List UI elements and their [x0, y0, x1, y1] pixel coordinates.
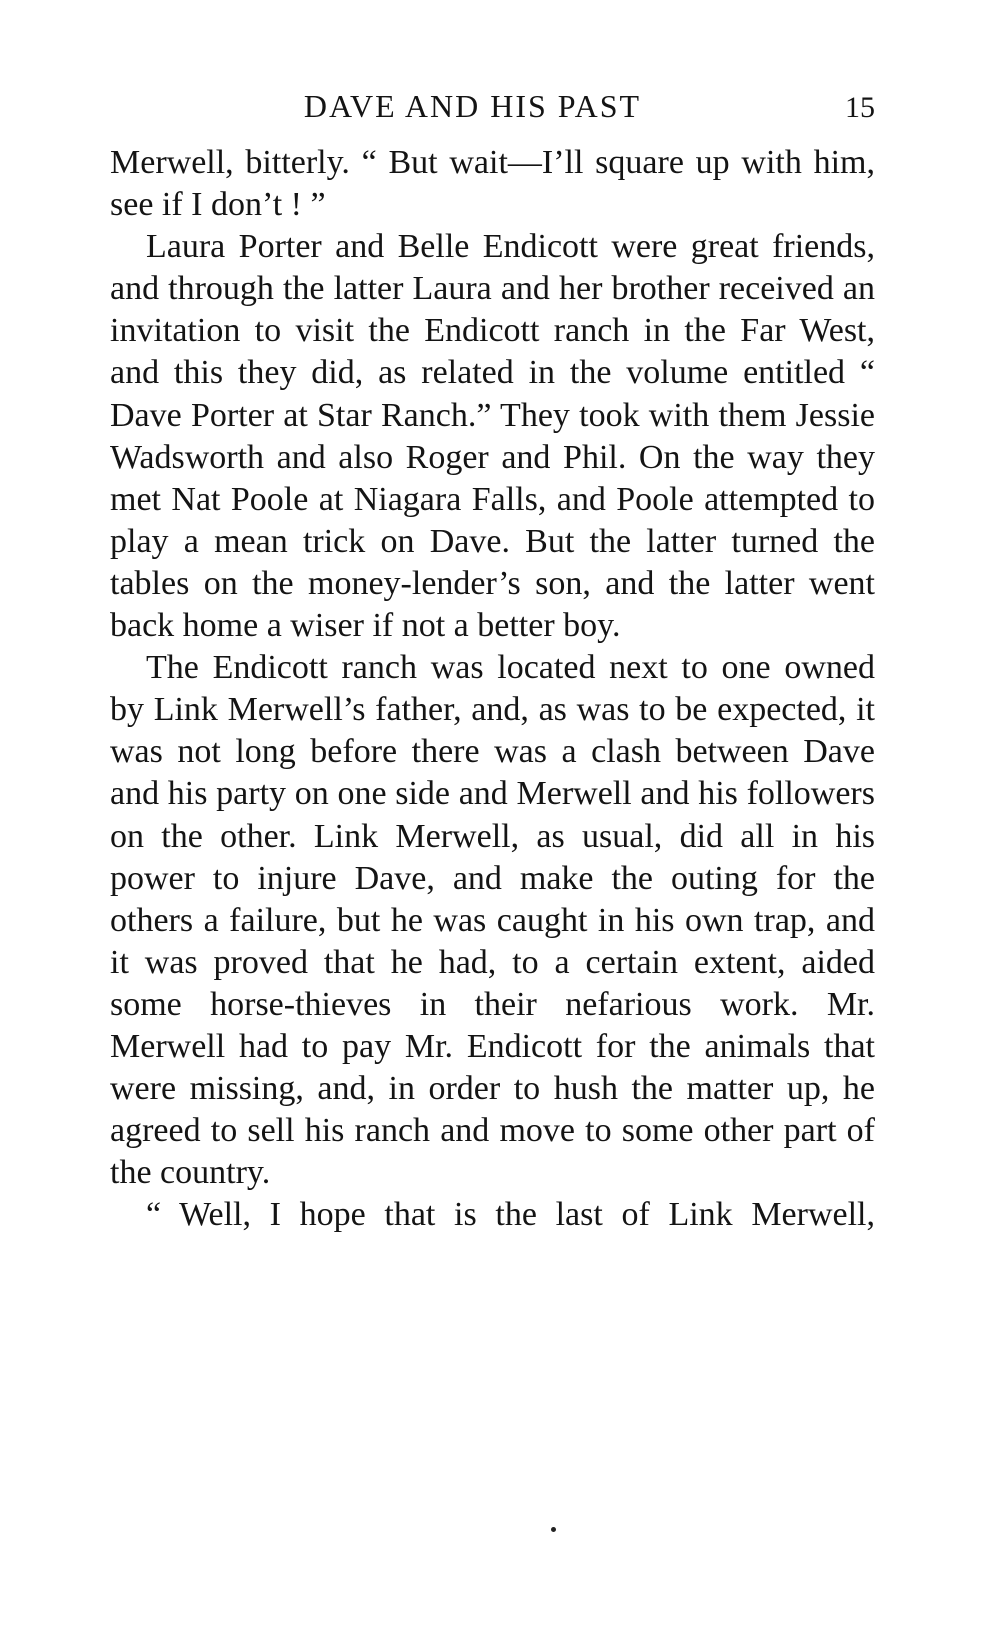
page-number: 15 [845, 91, 875, 124]
paragraph-endicott-ranch: The Endicott ranch was located next to one owned by Link Merwell’s father, and, as was to be expected, it was not long before there was a clash between Dave and his party on one side and Merwell and his followers on the other. Link Merwell, as usual, did all in his power to injure Dave, and make the outing for the others a failure, but he was caught in his own trap, and it was proved that he had, to a certain extent, aided some horse-thieves in their nefarious work. Mr. Merwell had to pay Mr. Endicott for the animals that were missing, and, in order to hush the matter up, he agreed to sell his ranch and move to some other part of the country. [110, 649, 875, 1192]
paragraph-continuation: Merwell, bitterly. “ But wait—I’ll square up with him, see if I don’t ! ” [110, 144, 875, 224]
running-title: DAVE AND HIS PAST [303, 88, 642, 124]
running-header [110, 84, 875, 128]
paragraph-star-ranch-visit: Laura Porter and Belle Endicott were great friends, and through the latter Laura and her brother received an invitation to visit the Endicott ranch in the Far West, and this they did, as related in the volume entitled “ Dave Porter at Star Ranch.” They took with them Jessie Wadsworth and also Roger and Phil. On the way they met Nat Poole at Niagara Falls, and Poole attempted to play a mean trick on Dave. But the latter turned the tables on the money-lender’s son, and the latter went back home a wiser if not a better boy. [110, 228, 875, 645]
paragraph-dialogue-start: “ Well, I hope that is the last of Link Merwell, [146, 1196, 875, 1234]
print-speck [551, 1527, 556, 1532]
body-text [110, 142, 875, 1236]
